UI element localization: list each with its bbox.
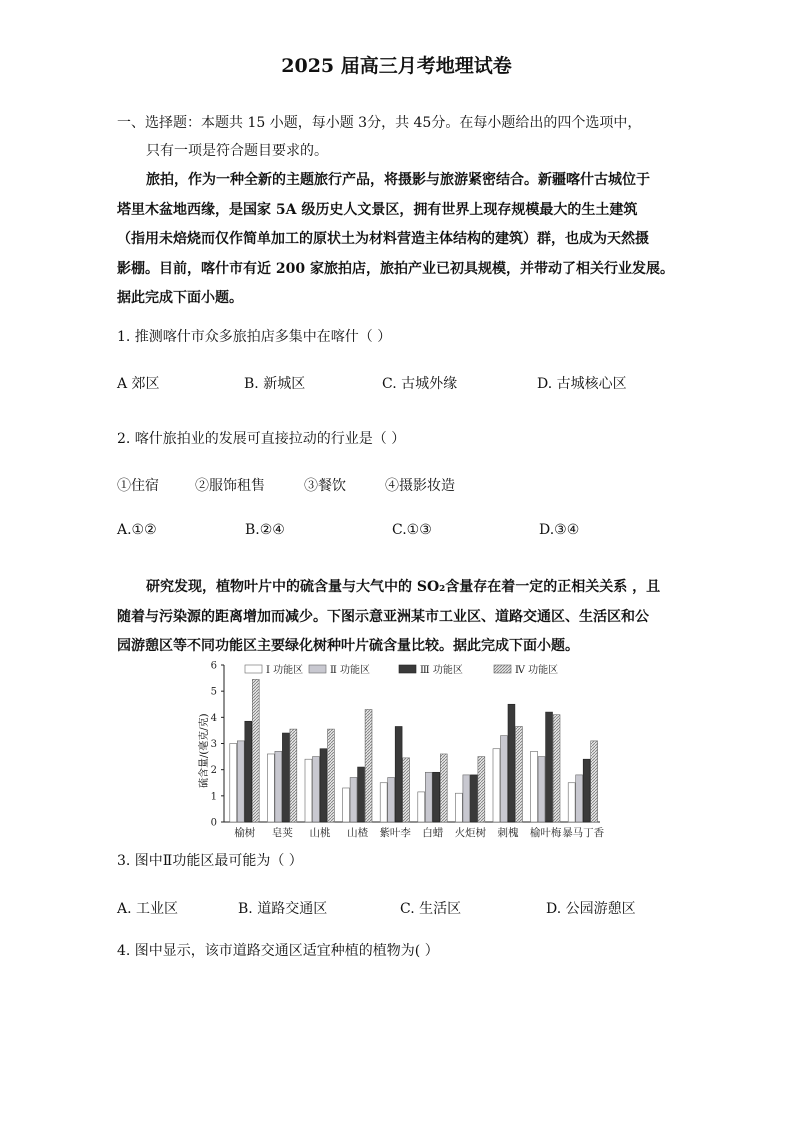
bar-4 — [553, 715, 560, 822]
sulfur-content-bar-chart — [196, 656, 606, 842]
passage1-line3: （指用未焙烧而仅作简单加工的原状土为材料营造主体结构的建筑）群，也成为天然摄 — [117, 231, 649, 247]
legend-swatch — [399, 665, 416, 673]
y-tick-label: 3 — [210, 739, 217, 750]
question-3-stem: 3. 图中Ⅱ功能区最可能为（ ） — [117, 853, 303, 869]
legend-swatch — [309, 665, 326, 673]
y-tick-label: 1 — [210, 791, 217, 803]
bar-2 — [501, 736, 508, 822]
question-3-option-c: C. 生活区 — [400, 901, 462, 917]
x-tick-label: 白蜡 — [422, 827, 444, 839]
legend-label: Ⅰ 功能区 — [266, 665, 304, 676]
question-1-option-a: A 郊区 — [117, 376, 160, 392]
section-heading-line1: 一、选择题：本题共 15 小题，每小题 3分，共 45分。在每小题给出的四个选项中， — [117, 115, 642, 131]
question-2-option-b: B.②④ — [245, 522, 285, 538]
y-tick-label: 2 — [210, 765, 217, 777]
question-2-item-3: ③餐饮 — [304, 478, 346, 494]
passage2-line1: 研究发现，植物叶片中的硫含量与大气中的 SO₂含量存在着一定的正相关关系 ，且 — [146, 579, 661, 595]
bar-2 — [538, 757, 545, 822]
y-tick-label: 0 — [210, 817, 217, 829]
passage1-line4: 影棚。目前，喀什市有近 200 家旅拍店，旅拍产业已初具规模，并带动了相关行业发展。 — [117, 261, 674, 277]
bar-1 — [455, 793, 462, 822]
question-2-item-1: ①住宿 — [117, 478, 159, 494]
legend-swatch — [245, 665, 262, 673]
legend-label: Ⅳ 功能区 — [515, 665, 559, 676]
question-1-option-d: D. 古城核心区 — [537, 376, 627, 392]
passage1-line5: 据此完成下面小题。 — [117, 290, 243, 306]
bar-1 — [568, 783, 575, 822]
bar-4 — [290, 729, 297, 822]
x-tick-label: 紫叶李 — [379, 827, 411, 839]
legend-label: Ⅲ 功能区 — [420, 665, 463, 676]
bar-1 — [380, 783, 387, 822]
question-2-option-d: D.③④ — [539, 522, 580, 538]
y-tick-label: 4 — [210, 712, 217, 724]
question-3-option-d: D. 公园游憩区 — [546, 901, 636, 917]
bar-2 — [237, 741, 244, 822]
bar-3 — [282, 733, 289, 822]
question-2-option-c: C.①③ — [392, 522, 432, 538]
bar-4 — [591, 741, 598, 822]
bar-4 — [403, 758, 410, 822]
bar-1 — [531, 751, 538, 822]
y-tick-label: 5 — [210, 686, 217, 698]
question-3-option-b: B. 道路交通区 — [238, 901, 328, 917]
y-tick-label: 6 — [210, 660, 217, 672]
page-title: 2025 届高三月考地理试卷 — [281, 55, 512, 77]
passage2-line2: 随着与污染源的距离增加而减少。下图示意亚洲某市工业区、道路交通区、生活区和公 — [117, 609, 649, 625]
bar-1 — [305, 759, 312, 822]
bar-2 — [576, 775, 583, 822]
question-4-stem: 4. 图中显示，该市道路交通区适宜种植的植物为( ） — [117, 943, 439, 959]
x-tick-label: 火炬树 — [454, 827, 487, 839]
bar-3 — [320, 749, 327, 822]
bar-1 — [493, 749, 500, 822]
x-tick-label: 榆叶梅 — [529, 827, 562, 839]
legend-label: Ⅱ 功能区 — [330, 665, 370, 676]
question-2-item-2: ②服饰租售 — [195, 478, 265, 494]
x-tick-label: 皂荚 — [271, 827, 293, 839]
bar-1 — [267, 754, 274, 822]
bar-4 — [478, 757, 485, 822]
bar-1 — [418, 792, 425, 822]
question-2-option-a: A.①② — [117, 522, 157, 538]
question-1-stem: 1. 推测喀什市众多旅拍店多集中在喀什（ ） — [117, 329, 392, 345]
question-3-option-a: A. 工业区 — [117, 901, 179, 917]
bar-2 — [313, 757, 320, 822]
bar-4 — [365, 709, 372, 822]
question-1-option-b: B. 新城区 — [244, 376, 306, 392]
x-tick-label: 榆树 — [234, 827, 256, 839]
bar-3 — [433, 772, 440, 822]
x-tick-label: 山楂 — [347, 827, 369, 839]
passage1-line1: 旅拍，作为一种全新的主题旅行产品，将摄影与旅游紧密结合。新疆喀什古城位于 — [146, 172, 650, 188]
bar-3 — [546, 712, 553, 822]
bar-3 — [395, 726, 402, 822]
legend-swatch — [494, 665, 511, 673]
bar-4 — [516, 726, 523, 822]
bar-3 — [358, 767, 365, 822]
question-2-item-4: ④摄影妆造 — [385, 478, 455, 494]
x-tick-label: 山桃 — [309, 827, 331, 839]
bar-1 — [343, 788, 350, 822]
bar-3 — [470, 775, 477, 822]
passage2-line3: 园游憩区等不同功能区主要绿化树种叶片硫含量比较。据此完成下面小题。 — [117, 638, 579, 654]
bar-4 — [252, 679, 259, 822]
passage1-line2: 塔里木盆地西缘，是国家 5A 级历史人文景区，拥有世界上现存规模最大的生土建筑 — [117, 202, 638, 218]
bar-2 — [463, 775, 470, 822]
bar-1 — [230, 744, 237, 823]
bar-3 — [245, 721, 252, 822]
question-2-stem: 2. 喀什旅拍业的发展可直接拉动的行业是（ ） — [117, 431, 406, 447]
bar-3 — [508, 704, 515, 822]
question-1-option-c: C. 古城外缘 — [382, 376, 458, 392]
chart-ylabel: 硫含量/(毫克/克) — [199, 713, 210, 788]
bar-2 — [275, 751, 282, 822]
bar-2 — [425, 772, 432, 822]
bar-4 — [328, 729, 335, 822]
x-tick-label: 暴马丁香 — [562, 827, 605, 839]
bar-4 — [440, 754, 447, 822]
bar-2 — [350, 778, 357, 822]
bar-3 — [583, 759, 590, 822]
x-tick-label: 刺槐 — [497, 827, 519, 839]
section-heading-line2: 只有一项是符合题目要求的。 — [146, 143, 328, 159]
bar-2 — [388, 778, 395, 822]
